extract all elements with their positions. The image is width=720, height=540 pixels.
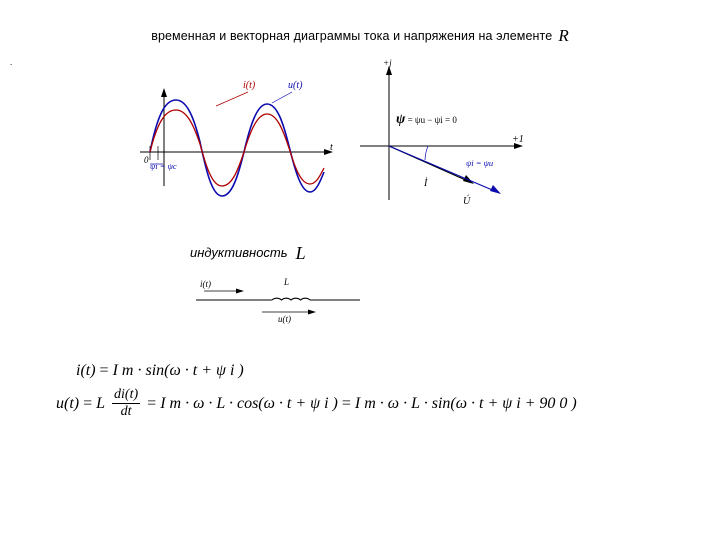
formula-current-eq: =: [99, 362, 109, 379]
formula-voltage-frac-num: di(t): [114, 387, 139, 402]
formula-voltage-lhs: u(t): [56, 395, 80, 413]
circuit-element-label: L: [284, 277, 290, 287]
vector-psi-symbol: ψ: [396, 112, 406, 127]
circuit-current-label: i(t): [200, 279, 211, 289]
waveform-axis-t: t: [330, 142, 333, 153]
vector-phase-note: ψi = ψu: [466, 158, 494, 168]
circuit-diagram: [196, 289, 360, 315]
formula-current-lhs: i(t): [76, 362, 96, 379]
section-subtitle-element: L: [295, 243, 306, 263]
wave-label-leader-u: [272, 92, 292, 103]
phase-angle-arc: [425, 146, 428, 160]
vector-axis-plus-1: +1: [512, 134, 524, 145]
section-subtitle-text: индуктивность: [190, 245, 288, 260]
formula-voltage-fraction: [112, 387, 140, 420]
page-title-element: R: [558, 26, 569, 45]
vector-psi-equation: [396, 112, 457, 128]
formula-voltage-frac-den: dt: [112, 403, 140, 420]
section-subtitle: [190, 243, 306, 264]
waveform-origin: 0: [144, 155, 149, 165]
vector-label-voltage: Ú: [463, 196, 471, 207]
formula-voltage-term-L: L: [96, 395, 106, 413]
waveform-label-i: i(t): [243, 80, 256, 91]
waveform-label-u: u(t): [288, 80, 303, 91]
circuit-voltage-label: u(t): [278, 314, 291, 324]
corner-mark: .: [10, 57, 13, 67]
formula-voltage: [56, 388, 577, 421]
formula-current-rhs: I m · sin(ω · t + ψ i ): [112, 362, 244, 379]
voltage-phasor: [389, 146, 501, 194]
voltage-waveform: [150, 100, 324, 196]
vector-axes: [360, 66, 523, 200]
formula-voltage-term2: I m · ω · L · cos(ω · t + ψ i ): [160, 395, 338, 413]
formula-voltage-term3: I m · ω · L · sin(ω · t + ψ i + 90 0 ): [354, 395, 577, 413]
page-title-text: временная и векторная диаграммы тока и напряжения на элементе: [151, 29, 553, 43]
vector-axis-plus-j: +j: [383, 58, 392, 68]
wave-label-leaders: [216, 92, 248, 106]
waveform-phase-label: ψi = ψc: [150, 161, 177, 171]
formula-voltage-eq3: =: [341, 395, 351, 413]
formula-voltage-eq2: =: [147, 395, 157, 413]
vector-psi-rhs: = ψu − ψi = 0: [407, 115, 457, 125]
vector-label-current: İ: [424, 178, 428, 189]
formula-current: [76, 362, 244, 380]
formula-voltage-eq1: =: [83, 395, 93, 413]
